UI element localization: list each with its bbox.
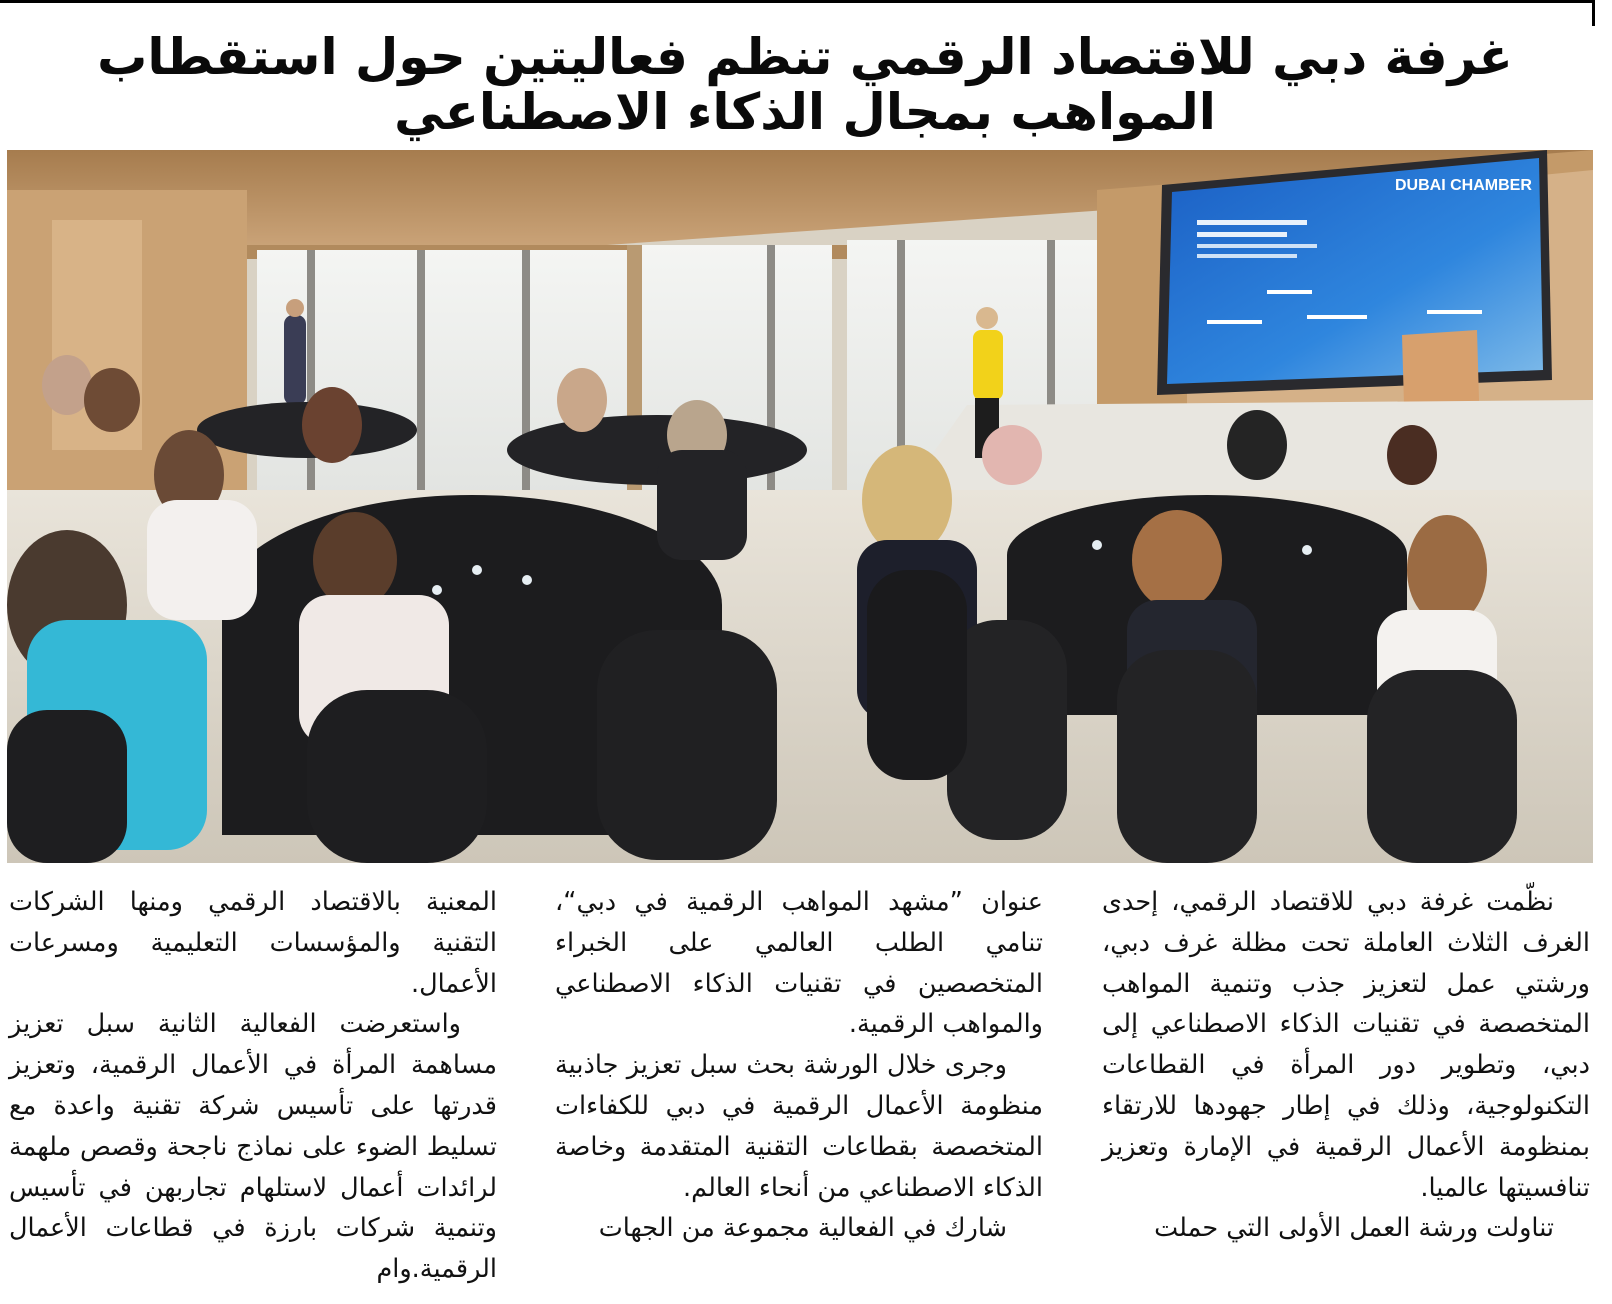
article-headline: غرفة دبي للاقتصاد الرقمي تنظم فعاليتين حول استقطاب المواهب بمجال الذكاء الاصطناعي [97, 28, 1513, 141]
article-column-left [9, 882, 497, 1300]
paragraph: تناولت ورشة العمل الأولى التي حملت [1154, 1213, 1554, 1244]
paragraph: واستعرضت الفعالية الثانية سبل تعزيز مساهمة المرأة في الأعمال الرقمية، وتعزيز قدرتها على تأسيس شركة تقنية واعدة مع تسليط الضوء على نماذج ناجحة وقصص ملهمة لرائدات أعمال لاستلهام تجاربهن في تأسيس وتنمية شركات بارزة في قطاعات الأعمال الرقمية.وام [9, 1009, 497, 1285]
screen-logo-text: DUBAI CHAMBER [1395, 177, 1532, 194]
paragraph: عنوان ”مشهد المواهب الرقمية في دبي“، تنامي الطلب العالمي على الخبراء المتخصصين في تقنيات الذكاء الاصطناعي والمواهب الرقمية. [555, 887, 1043, 1040]
article-column-right [1102, 882, 1590, 1300]
article-column-middle [555, 882, 1043, 1300]
event-photo [7, 150, 1593, 863]
top-rule [0, 0, 1594, 3]
top-right-rule [1592, 0, 1595, 26]
paragraph: شارك في الفعالية مجموعة من الجهات [598, 1213, 1007, 1244]
paragraph: نظّمت غرفة دبي للاقتصاد الرقمي، إحدى الغرف الثلاث العاملة تحت مظلة غرف دبي، ورشتي عمل لتعزيز جذب وتنمية المواهب المتخصصة في تقنيات الذكاء الاصطناعي إلى دبي، وتطوير دور المرأة في القطاعات التكنولوجية، وذلك في إطار جهودها للارتقاء بمنظومة الأعمال الرقمية في الإمارة وتعزيز تنافسيتها عالميا. [1102, 887, 1590, 1203]
paragraph: المعنية بالاقتصاد الرقمي ومنها الشركات التقنية والمؤسسات التعليمية ومسرعات الأعمال. [9, 887, 497, 999]
presentation-screen [1157, 150, 1552, 395]
paragraph: وجرى خلال الورشة بحث سبل تعزيز جاذبية منظومة الأعمال الرقمية في دبي للكفاءات المتخصصة بقطاعات التقنية المتقدمة وخاصة الذكاء الاصطناعي من أنحاء العالم. [555, 1050, 1043, 1203]
